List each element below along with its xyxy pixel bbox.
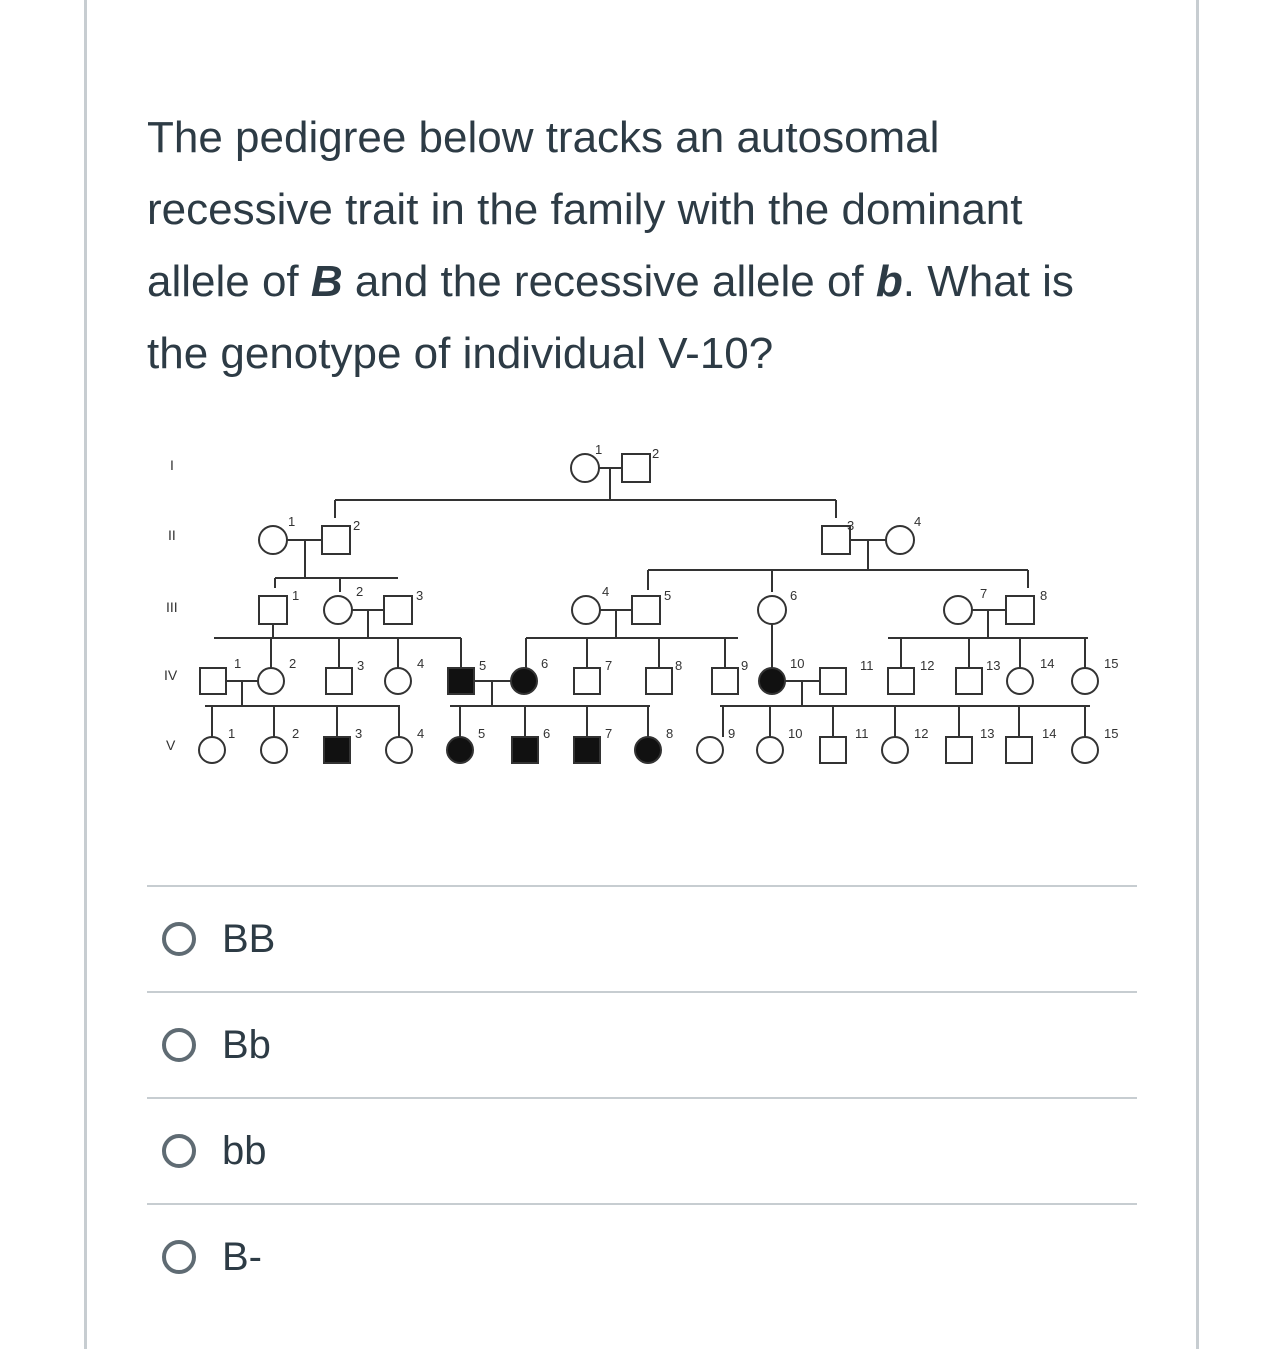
label-IV-6: 6 xyxy=(541,656,549,671)
label-IV-10: 10 xyxy=(790,656,805,671)
question-text xyxy=(147,102,1137,390)
gen-I-1-female xyxy=(571,454,599,482)
gen-III-5-male xyxy=(632,596,660,624)
label-V-11: 11 xyxy=(855,726,869,741)
gen-IV-15-female xyxy=(1072,668,1098,694)
label-III-2: 2 xyxy=(356,584,364,599)
gen-III-1-male xyxy=(259,596,287,624)
radio-button[interactable] xyxy=(162,1240,196,1274)
gen-IV-4-female xyxy=(385,668,411,694)
label-V-1: 1 xyxy=(228,726,236,741)
label-IV-2: 2 xyxy=(289,656,297,671)
gen-label-III: III xyxy=(166,599,178,615)
answer-label: B- xyxy=(222,1234,262,1279)
label-V-10: 10 xyxy=(788,726,803,741)
gen-V-2-female xyxy=(261,737,287,763)
gen-IV-12-male xyxy=(888,668,914,694)
radio-button[interactable] xyxy=(162,1134,196,1168)
gen-V-6-male-affected xyxy=(512,737,538,763)
gen-V-1-female xyxy=(199,737,225,763)
label-V-7: 7 xyxy=(605,726,613,741)
gen-IV-8-male xyxy=(646,668,672,694)
label-IV-12: 12 xyxy=(920,658,935,673)
gen-IV-11-male xyxy=(820,668,846,694)
label-III-4: 4 xyxy=(602,584,610,599)
gen-I-2-male xyxy=(622,454,650,482)
answer-option[interactable] xyxy=(147,991,1137,1097)
label-IV-7: 7 xyxy=(605,658,613,673)
answer-label: Bb xyxy=(222,1022,271,1067)
label-IV-11: 11 xyxy=(860,658,874,673)
gen-II-3-male xyxy=(822,526,850,554)
label-V-6: 6 xyxy=(543,726,551,741)
right-border xyxy=(1196,0,1199,1349)
answer-label: bb xyxy=(222,1128,267,1173)
label-III-1: 1 xyxy=(292,588,300,603)
gen-III-6-female xyxy=(758,596,786,624)
gen-IV-7-male xyxy=(574,668,600,694)
label-II-3: 3 xyxy=(847,518,855,533)
label-III-8: 8 xyxy=(1040,588,1048,603)
label-V-12: 12 xyxy=(914,726,929,741)
gen-IV-2-female xyxy=(258,668,284,694)
label-III-6: 6 xyxy=(790,588,798,603)
label-II-1: 1 xyxy=(288,514,296,529)
gen-III-4-female xyxy=(572,596,600,624)
label-V-2: 2 xyxy=(292,726,300,741)
gen-IV-5-male-affected xyxy=(448,668,474,694)
gen-II-1-female xyxy=(259,526,287,554)
label-V-4: 4 xyxy=(417,726,425,741)
gen-IV-10-female-affected xyxy=(759,668,785,694)
gen-V-8-female-affected xyxy=(635,737,661,763)
gen-IV-13-male xyxy=(956,668,982,694)
gen-V-11-male xyxy=(820,737,846,763)
gen-V-3-male-affected xyxy=(324,737,350,763)
left-border xyxy=(84,0,87,1349)
answer-label: BB xyxy=(222,916,276,961)
label-IV-3: 3 xyxy=(357,658,365,673)
gen-IV-14-female xyxy=(1007,668,1033,694)
gen-V-13-male xyxy=(946,737,972,763)
gen-IV-6-female-affected xyxy=(511,668,537,694)
label-V-14: 14 xyxy=(1042,726,1057,741)
recessive-allele: b xyxy=(875,257,903,306)
label-IV-4: 4 xyxy=(417,656,425,671)
gen-IV-1-male xyxy=(200,668,226,694)
label-IV-1: 1 xyxy=(234,656,242,671)
gen-V-9-female xyxy=(697,737,723,763)
gen-II-4-female xyxy=(886,526,914,554)
answer-option[interactable] xyxy=(147,885,1137,991)
question-part3: . What is the genotype of individual V-10? xyxy=(147,257,1074,378)
question-part2: and the recessive allele of xyxy=(342,257,876,306)
label-III-3: 3 xyxy=(416,588,424,603)
label-V-3: 3 xyxy=(355,726,363,741)
gen-V-12-female xyxy=(882,737,908,763)
label-IV-13: 13 xyxy=(986,658,1001,673)
gen-III-8-male xyxy=(1006,596,1034,624)
gen-IV-3-male xyxy=(326,668,352,694)
radio-button[interactable] xyxy=(162,1028,196,1062)
gen-IV-9-male xyxy=(712,668,738,694)
label-I-1: 1 xyxy=(595,442,603,457)
gen-V-14-male xyxy=(1006,737,1032,763)
gen-III-2-female xyxy=(324,596,352,624)
pedigree-chart xyxy=(150,430,1140,790)
label-V-5: 5 xyxy=(478,726,486,741)
gen-V-4-female xyxy=(386,737,412,763)
gen-III-7-female xyxy=(944,596,972,624)
label-IV-15: 15 xyxy=(1104,656,1119,671)
gen-label-I: I xyxy=(170,457,174,473)
answer-option[interactable] xyxy=(147,1097,1137,1203)
answer-list xyxy=(147,885,1137,1309)
label-IV-8: 8 xyxy=(675,658,683,673)
question-part1: The pedigree below tracks an autosomal recessive trait in the family with the dominant allele of xyxy=(147,113,1023,306)
label-II-2: 2 xyxy=(353,518,361,533)
gen-II-2-male xyxy=(322,526,350,554)
gen-V-7-male-affected xyxy=(574,737,600,763)
label-IV-9: 9 xyxy=(741,658,749,673)
label-V-9: 9 xyxy=(728,726,736,741)
label-II-4: 4 xyxy=(914,514,922,529)
gen-label-IV: IV xyxy=(164,667,178,683)
label-I-2: 2 xyxy=(652,446,660,461)
dominant-allele: B xyxy=(310,257,343,306)
label-IV-5: 5 xyxy=(479,658,487,673)
gen-V-10-female xyxy=(757,737,783,763)
gen-label-II: II xyxy=(168,527,176,543)
gen-V-5-female-affected xyxy=(447,737,473,763)
gen-V-15-female xyxy=(1072,737,1098,763)
answer-option[interactable] xyxy=(147,1203,1137,1309)
gen-III-3-male xyxy=(384,596,412,624)
label-V-13: 13 xyxy=(980,726,995,741)
label-IV-14: 14 xyxy=(1040,656,1055,671)
label-III-7: 7 xyxy=(980,586,988,601)
label-III-5: 5 xyxy=(664,588,672,603)
gen-label-V: V xyxy=(166,737,176,753)
radio-button[interactable] xyxy=(162,922,196,956)
label-V-15: 15 xyxy=(1104,726,1119,741)
label-V-8: 8 xyxy=(666,726,674,741)
